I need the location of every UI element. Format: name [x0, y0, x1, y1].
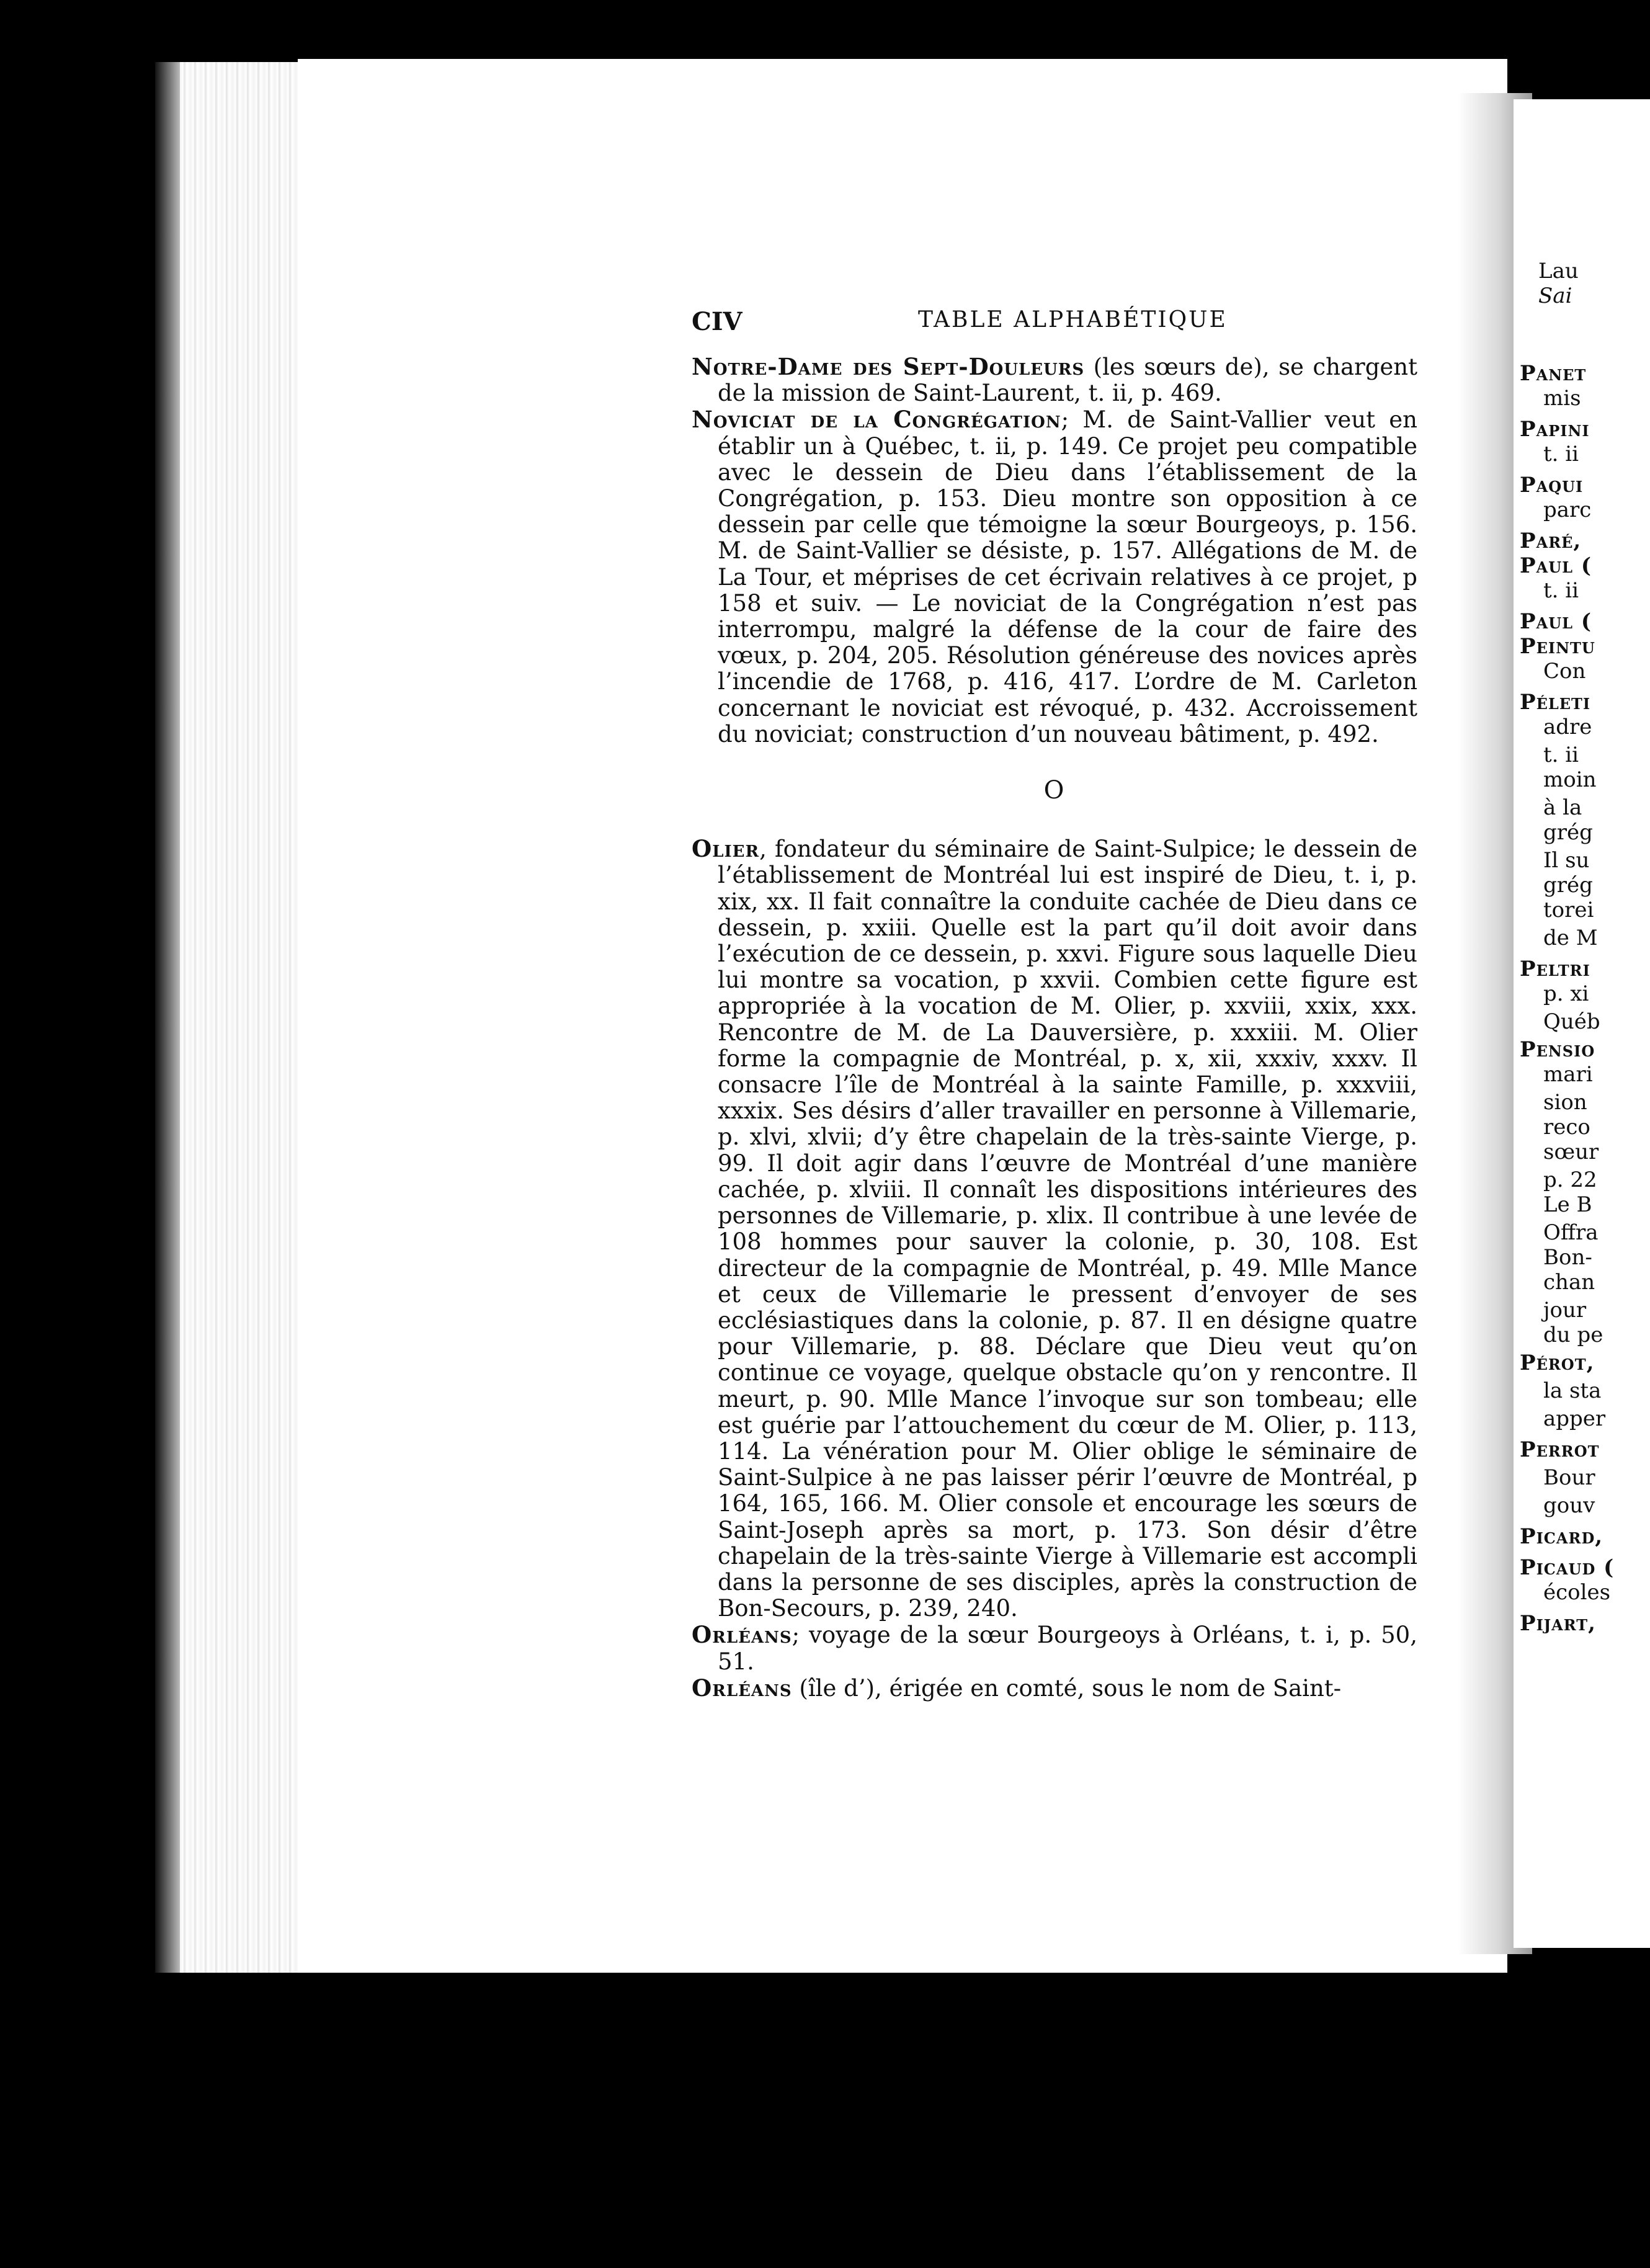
right-page-line: Pérot,: [1520, 1351, 1595, 1375]
right-page-line: sœur: [1543, 1140, 1599, 1164]
right-page-line: Le B: [1543, 1192, 1592, 1217]
index-entry: [692, 354, 1417, 406]
right-page-line: Il su: [1543, 848, 1590, 873]
right-page-line: jour: [1543, 1298, 1587, 1323]
right-page-line: t. ii: [1543, 578, 1579, 603]
right-page-line: grég: [1543, 820, 1593, 845]
entry-heading: Noviciat de la Congrégation: [692, 406, 1061, 434]
entries-n-section: [692, 354, 1417, 748]
right-page-line: grég: [1543, 873, 1593, 898]
right-page-line: Québ: [1543, 1009, 1600, 1034]
entry-heading: Orléans: [692, 1674, 792, 1702]
right-page-line: chan: [1543, 1270, 1595, 1295]
right-page-line: apper: [1543, 1406, 1606, 1431]
entry-text: ; voyage de la sœur Bourgeoys à Orléans, t. i, p. 50, 51.: [718, 1622, 1417, 1675]
right-page-line: Picard,: [1520, 1524, 1603, 1549]
running-title: TABLE ALPHABÉTIQUE: [918, 307, 1228, 333]
right-page-line: à la: [1543, 795, 1582, 820]
right-page-line: Lau: [1538, 259, 1579, 284]
right-page-line: Offra: [1543, 1220, 1599, 1245]
entry-text: , fondateur du séminaire de Saint-Sulpice; le dessein de l’établissement de Montréal lui est inspiré de Dieu, t. i, p. xix, xx. Il fait connaître la conduite cachée de Dieu dans ce dessein, p. xxiii. Quelle est la part qu’il doit avoir dans l’exécution de ce dessein, p. xxvi. Figure sous laquelle Dieu lui montre sa vocation, p xxvii. Combien cette figure est appropriée à la vocation de M. Olier, p. xxviii, xxix, xxx. Rencontre de M. de La Dauversière, p. xxxiii. M. Olier forme la compagnie de Montréal, p. x, xii, xxxiv, xxxv. Il consacre l’île de Montréal à la sainte Famille, p. xxxviii, xxxix. Ses désirs d’aller travailler en personne à Villemarie, p. xlvi, xlvii; d’y être chapelain de la très-sainte Vierge, p. 99. Il doit agir dans l’œuvre de Montréal d’une manière cachée, p. xlviii. Il connaît les dispositions intérieures des personnes de Villemarie, p. xlix. Il contribue à une levée de 108 hommes pour sauver la colonie, p. 30, 108. Est directeur de la compagnie de Montréal, p. 49. Mlle Mance et ceux de Villemarie le pressent d’envoyer de ses ecclésiastiques dans la colonie, p. 87. Il en désigne quatre pour Villemarie, p. 88. Déclare que Dieu veut qu’on continue ce voyage, quelque obstacle qu’on y rencontre. Il meurt, p. 90. Mlle Mance l’invoque sur son tombeau; elle est guérie par l’attouchement du cœur de M. Olier, p. 113, 114. La vénération pour M. Olier oblige le séminaire de Saint-Sulpice à ne pas laisser périr l’œuvre de Montréal, p 164, 165, 166. M. Olier console et encourage les sœurs de Saint-Joseph après sa mort, p. 173. Son désir d’être chapelain de la très-sainte Vierge à Villemarie est accompli dans la personne de ses disciples, après la construction de Bon-Secours, p. 239, 240.: [718, 836, 1417, 1622]
right-page-line: Papini: [1520, 417, 1590, 442]
right-page-line: Bon-: [1543, 1245, 1592, 1270]
right-page-line: p. xi: [1543, 981, 1589, 1006]
right-page-line: Bour: [1543, 1465, 1595, 1490]
right-page-line: mis: [1543, 386, 1581, 411]
right-page-line: parc: [1543, 498, 1592, 522]
right-page-line: moin: [1543, 767, 1597, 792]
index-entry: [692, 836, 1417, 1622]
page-header: [692, 307, 1424, 338]
right-page-line: sion: [1543, 1090, 1587, 1115]
right-page-line: Péleti: [1520, 690, 1591, 715]
entry-text: ; M. de Saint-Vallier veut en établir un à Québec, t. ii, p. 149. Ce projet peu compatible avec le dessein de Dieu dans l’établissement de la Congrégation, p. 153. Dieu montre son opposition à ce dessein par celle que témoigne la sœur Bourgeoys, p. 156. M. de Saint-Vallier se désiste, p. 157. Allégations de M. de La Tour, et méprises de cet écrivain relatives à ce projet, p 158 et suiv. — Le noviciat de la Congrégation n’est pas interrompu, malgré la défense de la cour de faire des vœux, p. 204, 205. Résolution généreuse des novices après l’incendie de 1768, p. 416, 417. L’ordre de M. Carleton concernant le noviciat est révoqué, p. 432. Accroissement du noviciat; construction d’un nouveau bâtiment, p. 492.: [718, 406, 1417, 748]
index-text: [692, 354, 1417, 1702]
right-page-line: écoles: [1543, 1580, 1611, 1605]
index-entry: [692, 1675, 1417, 1702]
right-page-line: Sai: [1538, 284, 1572, 308]
right-page-line: Peintu: [1520, 634, 1595, 659]
right-page-line: Paqui: [1520, 473, 1584, 498]
right-page-line: adre: [1543, 715, 1592, 739]
book-edge-shadow: [155, 62, 180, 1973]
index-entry: [692, 406, 1417, 748]
page-number: CIV: [692, 307, 742, 336]
section-letter: O: [1043, 776, 1066, 805]
right-page-line: Perrot: [1520, 1437, 1600, 1462]
entries-o-section: [692, 836, 1417, 1702]
right-page-line: Con: [1543, 659, 1586, 684]
right-page-line: Paré,: [1520, 529, 1582, 553]
right-page-line: gouv: [1543, 1493, 1595, 1518]
right-page-line: Paul (: [1520, 609, 1592, 634]
right-page-line: de M: [1543, 926, 1598, 950]
right-page-line: torei: [1543, 898, 1594, 922]
entry-heading: Notre-Dame des Sept-Douleurs: [692, 353, 1085, 380]
right-page-line: t. ii: [1543, 743, 1579, 767]
entry-heading: Olier: [692, 835, 760, 863]
right-page-line: t. ii: [1543, 442, 1579, 467]
right-page-line: Panet: [1520, 361, 1587, 386]
entry-text: (les sœurs de), se chargent de la mission de Saint-Laurent, t. ii, p. 469.: [718, 354, 1418, 407]
right-page-line: Picaud (: [1520, 1555, 1615, 1580]
right-page-line: mari: [1543, 1062, 1593, 1087]
right-page-line: la sta: [1543, 1378, 1602, 1403]
right-page-line: p. 22: [1543, 1167, 1597, 1192]
right-page-line: du pe: [1543, 1323, 1603, 1347]
entry-heading: Orléans: [692, 1621, 792, 1649]
right-page-line: Paul (: [1520, 553, 1592, 578]
entry-text: (île d’), érigée en comté, sous le nom de Saint-: [792, 1674, 1342, 1702]
right-page-line: reco: [1543, 1115, 1590, 1140]
right-page-line: Pijart,: [1520, 1611, 1596, 1636]
right-page-line: Peltri: [1520, 957, 1590, 981]
right-page-line: Pensio: [1520, 1037, 1595, 1062]
right-page-fragment: [1514, 99, 1650, 1948]
index-entry: [692, 1622, 1417, 1674]
